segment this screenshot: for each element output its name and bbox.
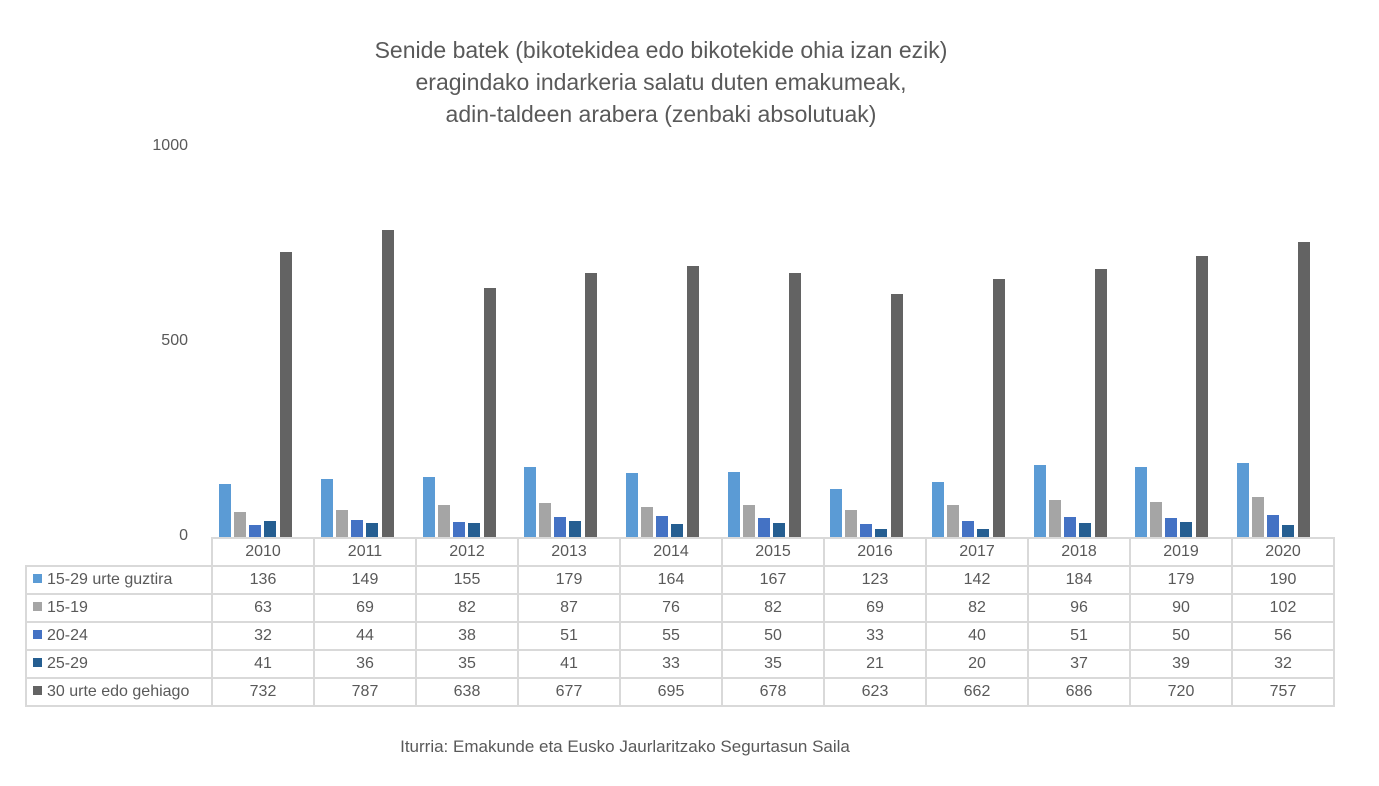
table-year-header: 2020 <box>1232 538 1334 566</box>
bar-group <box>1121 147 1223 537</box>
table-year-header: 2013 <box>518 538 620 566</box>
series-name: 25-29 <box>47 655 88 672</box>
y-tick-500: 500 <box>161 332 188 349</box>
table-row <box>26 622 1334 650</box>
bar <box>773 523 785 537</box>
table-cell: 662 <box>926 678 1028 706</box>
table-cell: 51 <box>1028 622 1130 650</box>
legend-key-icon <box>33 602 42 611</box>
table-corner <box>26 538 212 566</box>
bar <box>1079 523 1091 537</box>
y-tick-1000: 1000 <box>152 137 188 154</box>
table-year-header: 2011 <box>314 538 416 566</box>
table-cell: 123 <box>824 566 926 594</box>
bar <box>1252 497 1264 537</box>
bar-group <box>918 147 1020 537</box>
table-year-header: 2019 <box>1130 538 1232 566</box>
table-cell: 44 <box>314 622 416 650</box>
data-table <box>25 537 1335 707</box>
legend-key-icon <box>33 658 42 667</box>
bar <box>1049 500 1061 537</box>
bar <box>1196 256 1208 537</box>
bar-group <box>816 147 918 537</box>
series-name: 15-29 urte guztira <box>47 571 173 588</box>
table-cell: 32 <box>1232 650 1334 678</box>
table-cell: 20 <box>926 650 1028 678</box>
table-cell: 50 <box>722 622 824 650</box>
bar <box>280 252 292 537</box>
table-year-header: 2017 <box>926 538 1028 566</box>
table-cell: 167 <box>722 566 824 594</box>
table-year-header: 2010 <box>212 538 314 566</box>
bar <box>585 273 597 537</box>
series-name: 20-24 <box>47 627 88 644</box>
table-cell: 50 <box>1130 622 1232 650</box>
bar <box>264 521 276 537</box>
table-cell: 82 <box>926 594 1028 622</box>
bar <box>468 523 480 537</box>
bar <box>789 273 801 537</box>
bar-group <box>1223 147 1325 537</box>
table-cell: 51 <box>518 622 620 650</box>
table-cell: 678 <box>722 678 824 706</box>
table-cell: 623 <box>824 678 926 706</box>
table-cell: 102 <box>1232 594 1334 622</box>
series-label <box>26 678 212 706</box>
table-row <box>26 678 1334 706</box>
table-cell: 184 <box>1028 566 1130 594</box>
table-cell: 190 <box>1232 566 1334 594</box>
plot-area <box>205 147 1325 537</box>
table-cell: 32 <box>212 622 314 650</box>
bar <box>993 279 1005 537</box>
bar <box>539 503 551 537</box>
y-tick-0: 0 <box>179 527 188 544</box>
table-year-header: 2015 <box>722 538 824 566</box>
series-name: 15-19 <box>47 599 88 616</box>
table-cell: 638 <box>416 678 518 706</box>
bar <box>641 507 653 537</box>
bar <box>845 510 857 537</box>
table-row <box>26 594 1334 622</box>
bar <box>891 294 903 537</box>
bar <box>249 525 261 537</box>
bar <box>1064 517 1076 537</box>
bar-group <box>1020 147 1122 537</box>
table-year-header: 2012 <box>416 538 518 566</box>
table-cell: 179 <box>518 566 620 594</box>
bar <box>1237 463 1249 537</box>
bar <box>1282 525 1294 537</box>
table-cell: 40 <box>926 622 1028 650</box>
bar-group <box>510 147 612 537</box>
table-cell: 82 <box>722 594 824 622</box>
table-cell: 757 <box>1232 678 1334 706</box>
table-cell: 164 <box>620 566 722 594</box>
table-cell: 87 <box>518 594 620 622</box>
series-name: 30 urte edo gehiago <box>47 683 190 700</box>
table-cell: 82 <box>416 594 518 622</box>
table-cell: 35 <box>416 650 518 678</box>
table-row <box>26 650 1334 678</box>
table-cell: 149 <box>314 566 416 594</box>
bar <box>234 512 246 537</box>
bar <box>366 523 378 537</box>
legend-key-icon <box>33 630 42 639</box>
table-cell: 69 <box>824 594 926 622</box>
series-label <box>26 650 212 678</box>
bar <box>860 524 872 537</box>
legend-key-icon <box>33 574 42 583</box>
table-cell: 720 <box>1130 678 1232 706</box>
legend-key-icon <box>33 686 42 695</box>
bar <box>569 521 581 537</box>
bar <box>438 505 450 537</box>
bar <box>423 477 435 537</box>
bar <box>1165 518 1177 538</box>
bar <box>1095 269 1107 537</box>
table-cell: 36 <box>314 650 416 678</box>
table-cell: 76 <box>620 594 722 622</box>
bar-group <box>714 147 816 537</box>
bar <box>1267 515 1279 537</box>
bar-group <box>205 147 307 537</box>
table-cell: 37 <box>1028 650 1130 678</box>
bar <box>932 482 944 537</box>
bar <box>687 266 699 537</box>
bar <box>947 505 959 537</box>
source-note: Iturria: Emakunde eta Eusko Jaurlaritzako Segurtasun Saila <box>400 737 850 756</box>
bar <box>758 518 770 538</box>
table-cell: 96 <box>1028 594 1130 622</box>
table-cell: 39 <box>1130 650 1232 678</box>
bar <box>351 520 363 537</box>
bar <box>1135 467 1147 537</box>
bar <box>382 230 394 537</box>
bar <box>656 516 668 537</box>
table-cell: 38 <box>416 622 518 650</box>
table-cell: 33 <box>824 622 926 650</box>
table-cell: 179 <box>1130 566 1232 594</box>
chart-title <box>0 34 1322 130</box>
series-label <box>26 566 212 594</box>
bar <box>875 529 887 537</box>
series-label <box>26 594 212 622</box>
table-year-header: 2018 <box>1028 538 1130 566</box>
table-cell: 787 <box>314 678 416 706</box>
table-cell: 41 <box>212 650 314 678</box>
table-header-row <box>26 538 1334 566</box>
bar <box>321 479 333 537</box>
bar-group <box>612 147 714 537</box>
table-cell: 732 <box>212 678 314 706</box>
table-cell: 35 <box>722 650 824 678</box>
bar-group <box>307 147 409 537</box>
table-cell: 55 <box>620 622 722 650</box>
bar <box>1034 465 1046 537</box>
table-cell: 63 <box>212 594 314 622</box>
table-cell: 90 <box>1130 594 1232 622</box>
bar <box>219 484 231 537</box>
table-cell: 41 <box>518 650 620 678</box>
bar <box>484 288 496 537</box>
bar <box>743 505 755 537</box>
bar-group <box>409 147 511 537</box>
table-cell: 155 <box>416 566 518 594</box>
table-cell: 142 <box>926 566 1028 594</box>
bar <box>728 472 740 537</box>
bar <box>336 510 348 537</box>
table-cell: 136 <box>212 566 314 594</box>
bar <box>1298 242 1310 537</box>
bar <box>671 524 683 537</box>
bar <box>1180 522 1192 537</box>
bar <box>554 517 566 537</box>
chart-title-line-3: adin-taldeen arabera (zenbaki absolutuak) <box>445 101 877 127</box>
table-year-header: 2016 <box>824 538 926 566</box>
chart-title-line-2: eragindako indarkeria salatu duten emakumeak, <box>415 69 907 95</box>
table-year-header: 2014 <box>620 538 722 566</box>
table-cell: 677 <box>518 678 620 706</box>
bar <box>524 467 536 537</box>
table-cell: 21 <box>824 650 926 678</box>
table-cell: 56 <box>1232 622 1334 650</box>
bar <box>830 489 842 537</box>
bar <box>1150 502 1162 537</box>
table-row <box>26 566 1334 594</box>
bar <box>962 521 974 537</box>
series-label <box>26 622 212 650</box>
table-cell: 695 <box>620 678 722 706</box>
bar <box>977 529 989 537</box>
bar <box>453 522 465 537</box>
bar <box>626 473 638 537</box>
table-cell: 686 <box>1028 678 1130 706</box>
table-cell: 33 <box>620 650 722 678</box>
chart-title-line-1: Senide batek (bikotekidea edo bikotekide ohia izan ezik) <box>374 37 948 63</box>
table-cell: 69 <box>314 594 416 622</box>
